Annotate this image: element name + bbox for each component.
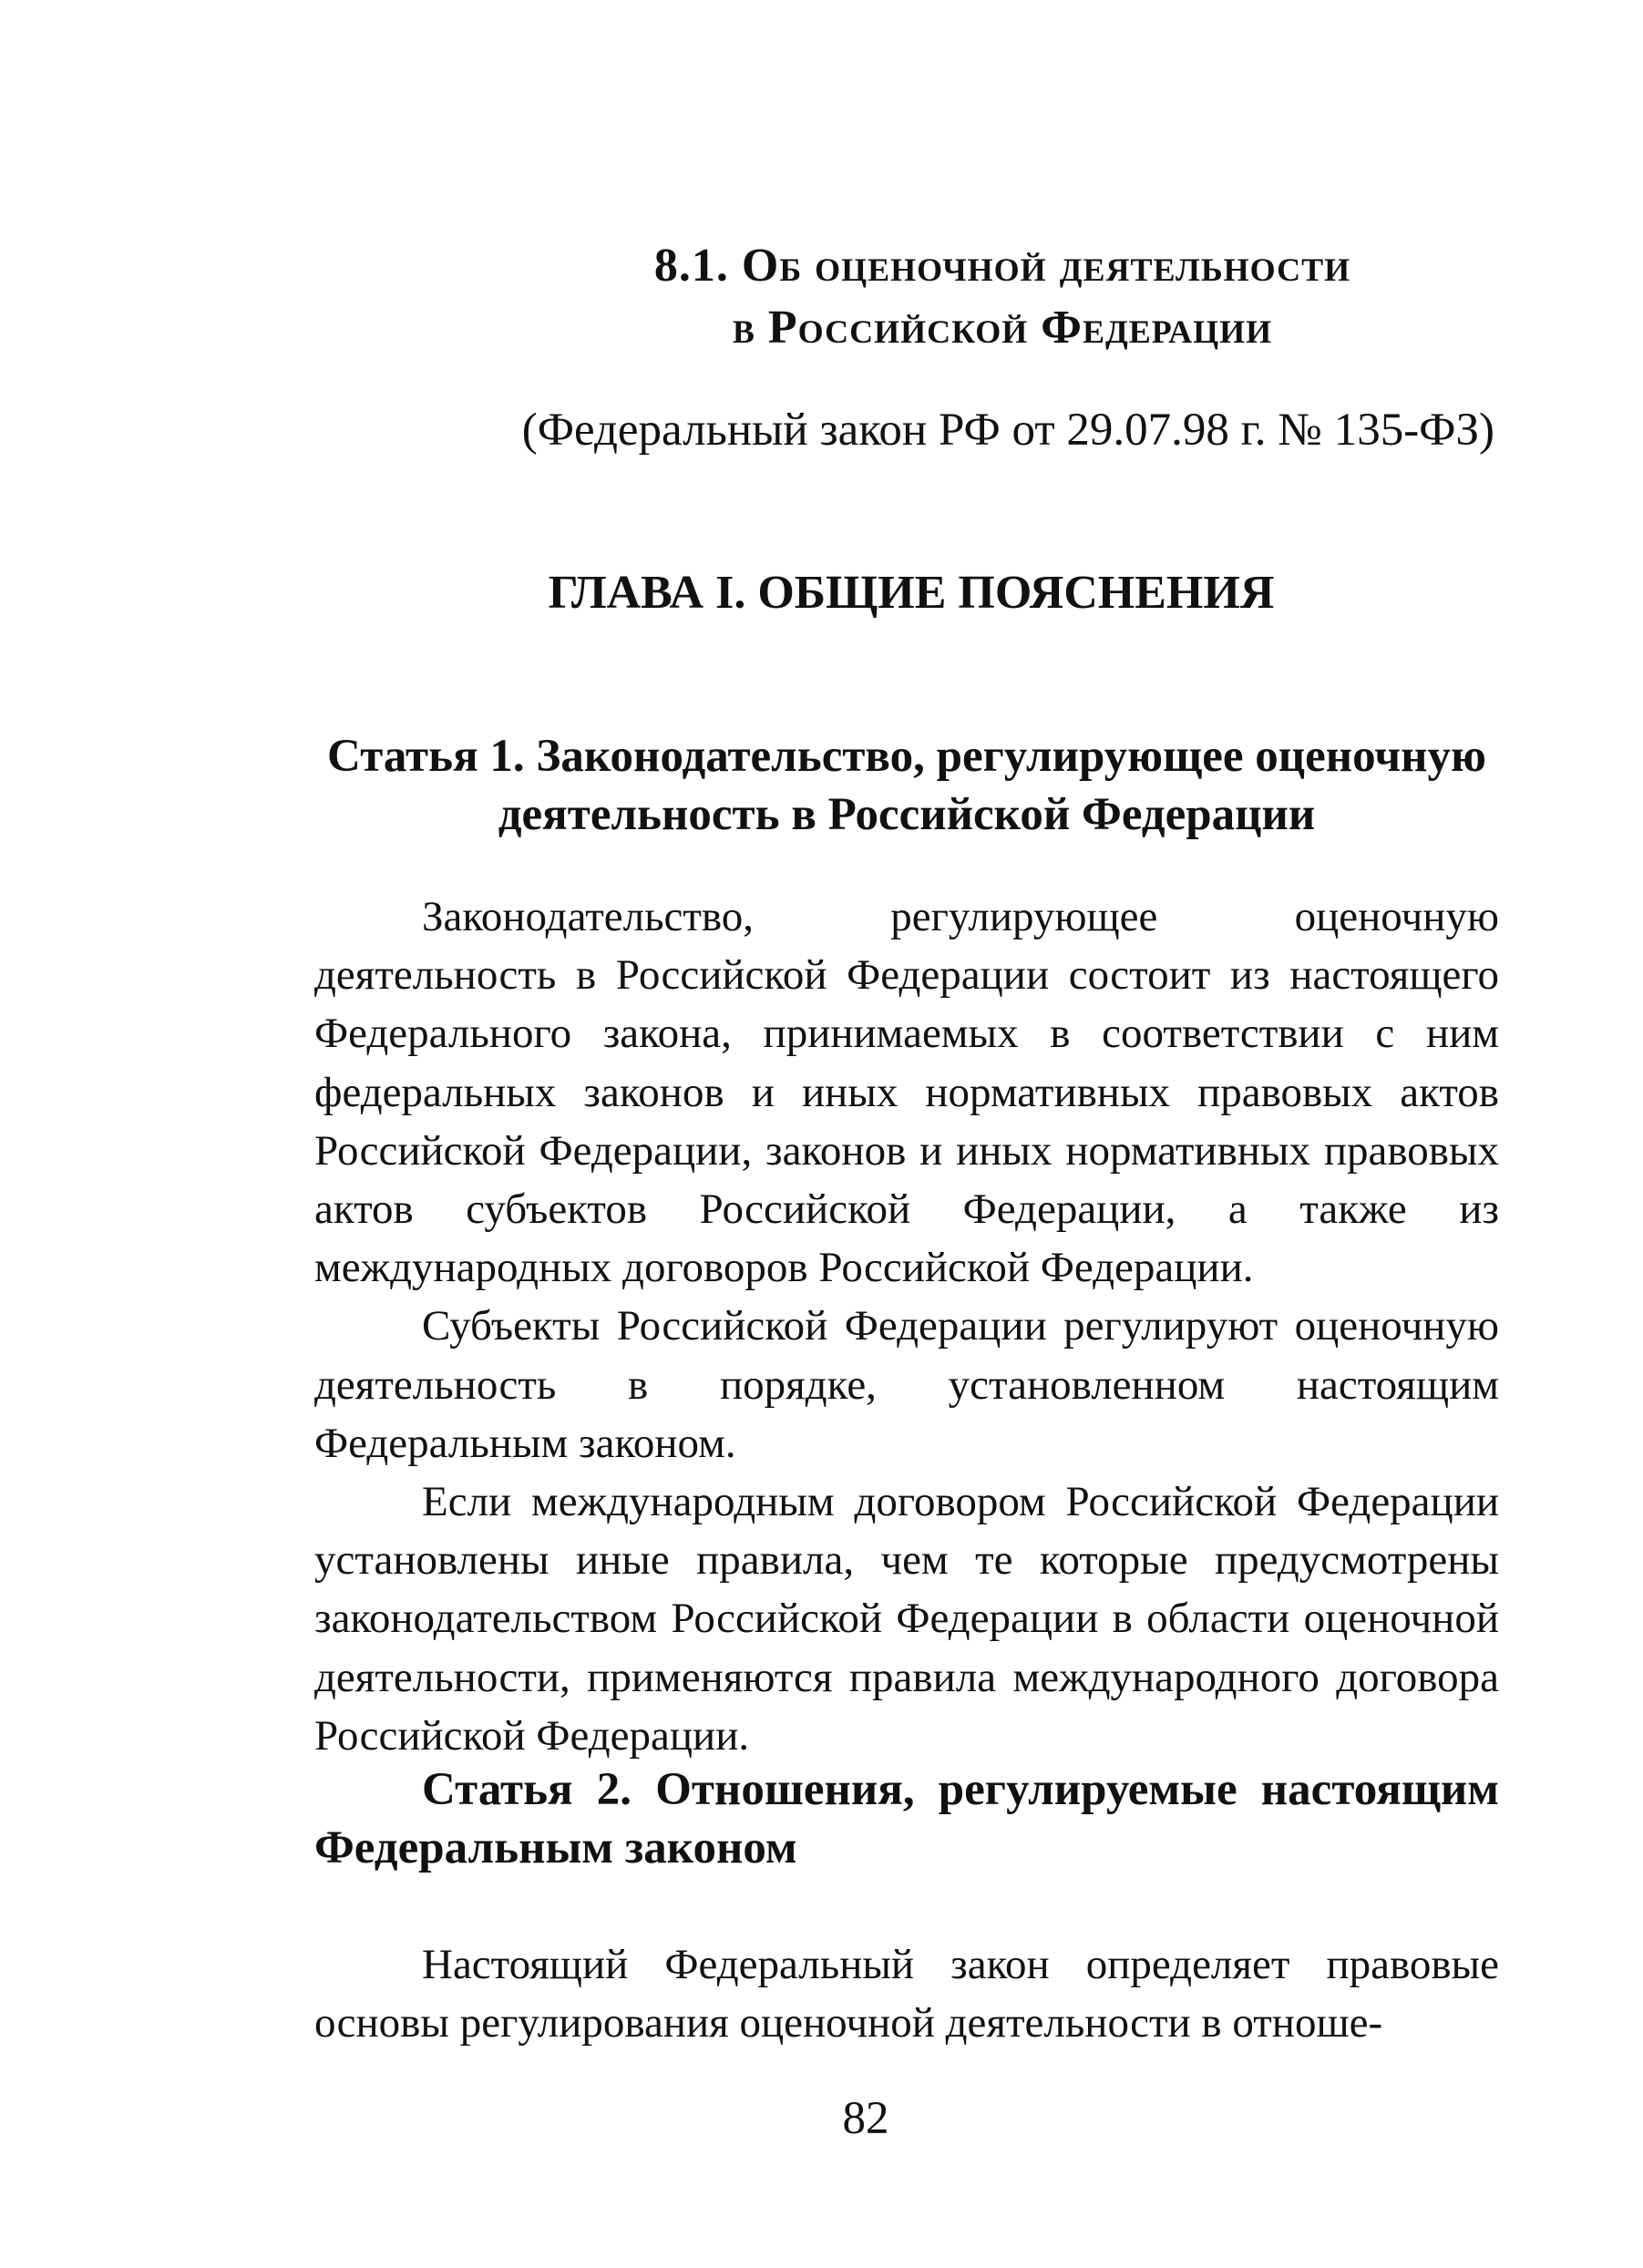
- article-1-paragraph-2: Субъекты Российской Федерации регулируют оценочную деятельность в порядке, установленном настоящим Федеральным законом.: [314, 1302, 1499, 1467]
- section-title-text: Об оценочной деятельности: [741, 240, 1351, 292]
- article-2-title: Статья 2. Отношения, регулируемые настоящим Федеральным законом: [314, 1764, 1499, 1873]
- section-number: 8.1.: [653, 240, 729, 292]
- article-1-title-line-1: Статья 1. Законодательство, регулирующее оценочную: [327, 731, 1486, 782]
- section-title-line-2: в Российской Федерации: [732, 302, 1273, 354]
- section-title-line-1: [510, 235, 1494, 297]
- article-1-paragraph-1: Законодательство, регулирующее оценочную деятельность в Российской Федерации состоит из настоящего Федерального закона, принимаемых в соответствии с ним федеральных законов и иных нормативных правовых актов Российской Федерации, законов и иных нормативных правовых актов субъектов Российской Федерации, а также из международных договоров Российской Федерации.: [314, 893, 1499, 1292]
- article-2-paragraph-1: Настоящий Федеральный закон определяет правовые основы регулирования оценочной деятельности в отноше-: [314, 1941, 1499, 2047]
- article-1-title-line-2: деятельность в Российской Федерации: [498, 789, 1316, 840]
- law-reference: (Федеральный закон РФ от 29.07.98 г. № 135-ФЗ): [521, 405, 1494, 456]
- page-number: 82: [842, 2093, 889, 2144]
- section-title: [510, 235, 1494, 359]
- article-2-body: [314, 1935, 1499, 2052]
- article-1-title: [314, 727, 1499, 844]
- chapter-title: ГЛАВА I. ОБЩИЕ ПОЯСНЕНИЯ: [548, 567, 1275, 619]
- article-1-paragraph-3: Если международным договором Российской Федерации установлены иные правила, чем те которые предусмотрены законодательством Российской Федерации в области оценочной деятельности, применяются правила международного договора Российской Федерации.: [314, 1478, 1499, 1760]
- article-1-body: [314, 888, 1499, 1765]
